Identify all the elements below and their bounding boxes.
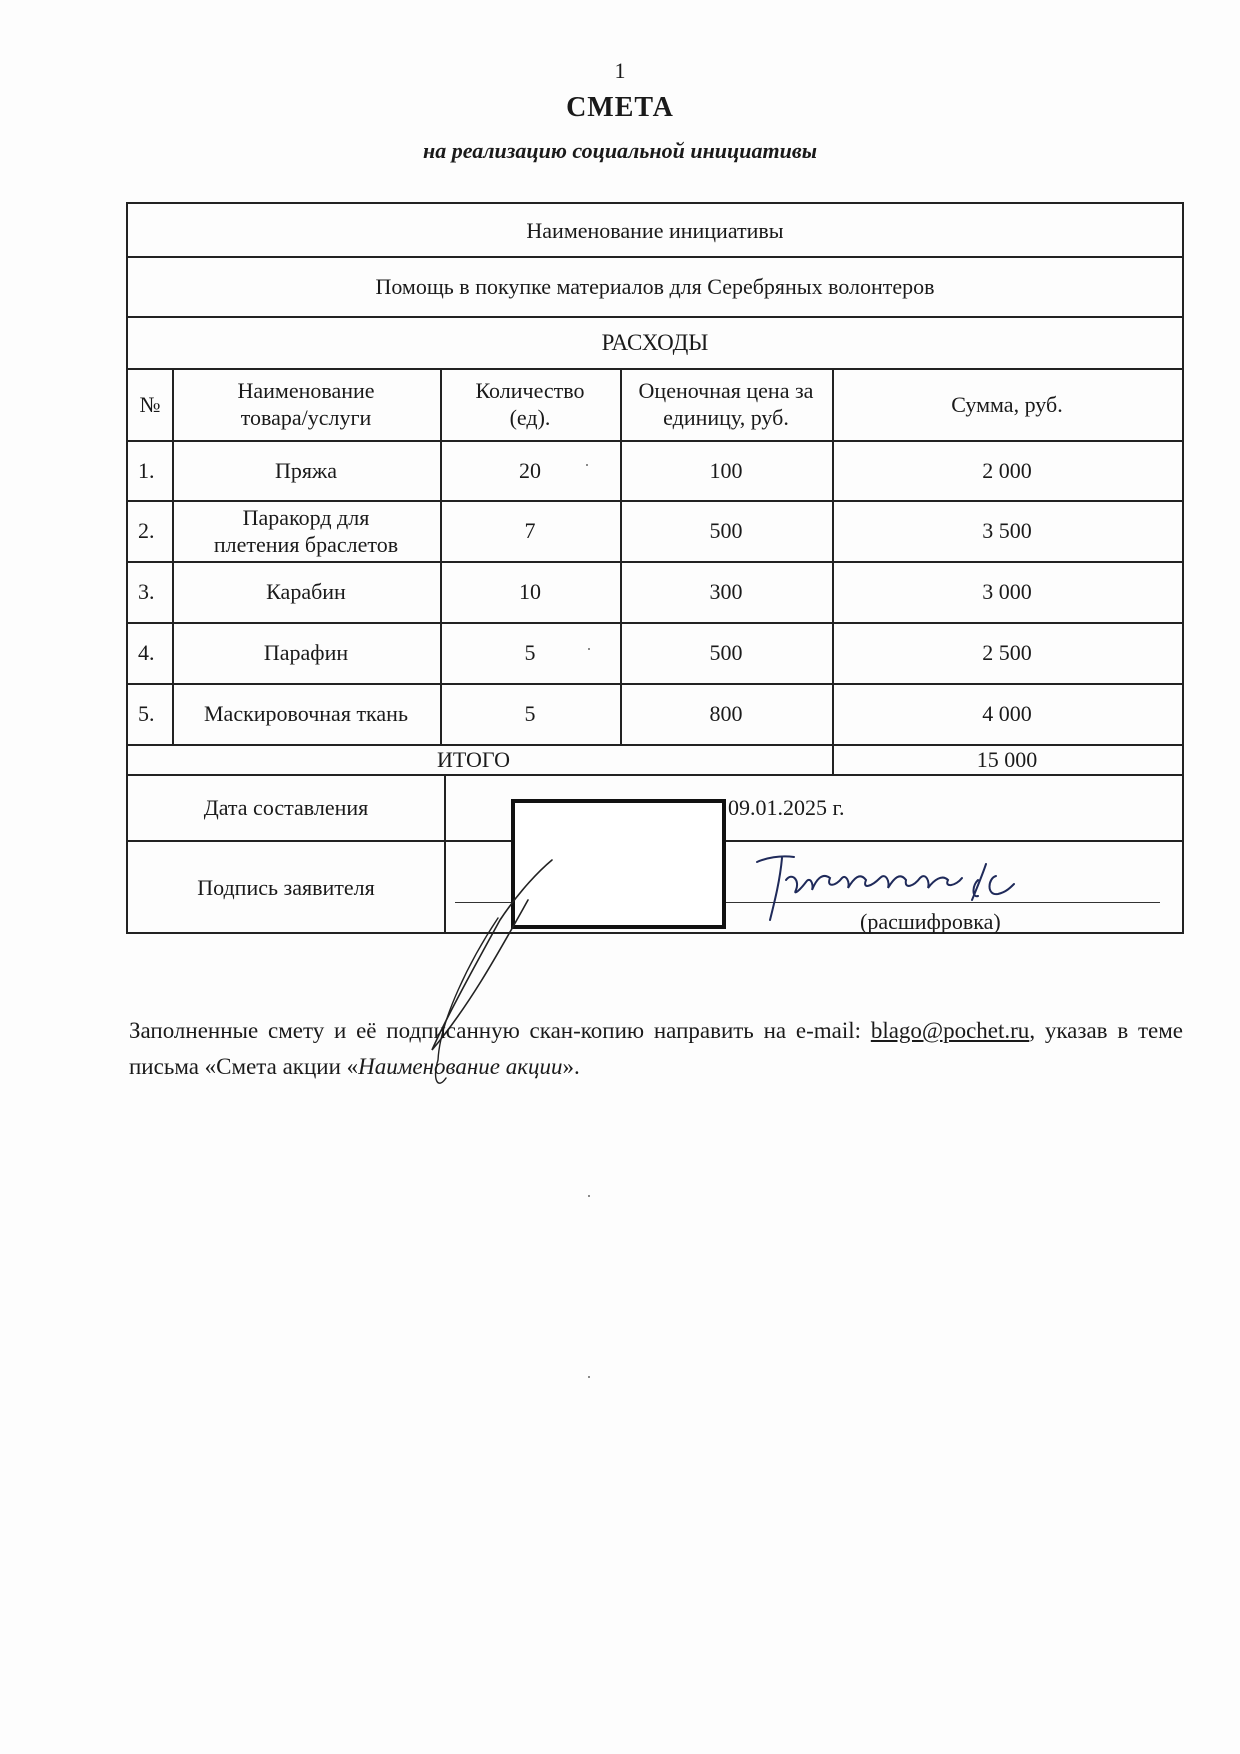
row-number: 5. <box>138 701 155 726</box>
row-number: 2. <box>138 518 155 543</box>
column-header-number: № <box>139 391 161 417</box>
row-number: 4. <box>138 640 155 665</box>
row-sum: 2 000 <box>982 457 1032 483</box>
column-header-price: Оценочная цена за единицу, руб. <box>638 378 814 430</box>
note-italic-text: Наименование акции <box>358 1054 563 1079</box>
scan-speck <box>586 464 588 466</box>
scan-speck <box>588 648 590 650</box>
row-item-name: Маскировочная ткань <box>204 701 408 726</box>
row-quantity: 5 <box>524 640 536 665</box>
row-quantity: 20 <box>519 457 541 483</box>
scan-speck <box>588 1195 590 1197</box>
page-number: 1 <box>614 58 626 83</box>
row-sum: 3 000 <box>982 579 1032 604</box>
expenses-header: РАСХОДЫ <box>601 329 709 355</box>
row-price: 500 <box>709 518 743 543</box>
column-header-item: Наименование товара/услуги <box>237 378 375 430</box>
row-price: 800 <box>709 701 743 726</box>
scan-speck <box>588 1376 590 1378</box>
note-text-middle: , указав в теме письма «Смета акции « <box>129 1018 1183 1079</box>
row-quantity: 10 <box>519 579 541 604</box>
row-price: 500 <box>709 640 743 665</box>
email-link[interactable]: blago@pochet.ru <box>870 1018 1030 1043</box>
date-value: 09.01.2025 г. <box>728 794 845 820</box>
row-sum: 2 500 <box>982 640 1032 665</box>
decipher-label: (расшифровка) <box>860 909 1001 934</box>
row-item-name: Паракорд для плетения браслетов <box>213 504 399 557</box>
row-sum: 3 500 <box>982 518 1032 543</box>
total-label: ИТОГО <box>437 746 510 772</box>
initiative-header: Наименование инициативы <box>526 217 784 243</box>
total-value: 15 000 <box>976 746 1038 772</box>
document-title: СМЕТА <box>566 92 674 123</box>
row-quantity: 7 <box>524 518 536 543</box>
date-label: Дата составления <box>203 794 369 820</box>
initiative-name: Помощь в покупке материалов для Серебряных волонтеров <box>375 273 935 299</box>
row-price: 300 <box>709 579 743 604</box>
document-subtitle: на реализацию социальной инициативы <box>423 138 817 163</box>
signature-label: Подпись заявителя <box>197 874 375 900</box>
column-header-sum: Сумма, руб. <box>951 391 1063 417</box>
row-quantity: 5 <box>524 701 536 726</box>
instruction-note <box>129 1013 1183 1085</box>
note-text-start: Заполненные смету и её подписанную скан-копию направить на e-mail: <box>129 1018 871 1043</box>
row-item-name: Парафин <box>263 640 349 665</box>
row-price: 100 <box>709 457 743 483</box>
row-item-name: Пряжа <box>275 457 337 483</box>
row-sum: 4 000 <box>982 701 1032 726</box>
row-number: 3. <box>138 579 155 604</box>
column-header-quantity: Количество (ед). <box>475 378 585 430</box>
row-item-name: Карабин <box>266 579 346 604</box>
row-number: 1. <box>138 457 155 483</box>
note-text-end: ». <box>562 1054 580 1079</box>
